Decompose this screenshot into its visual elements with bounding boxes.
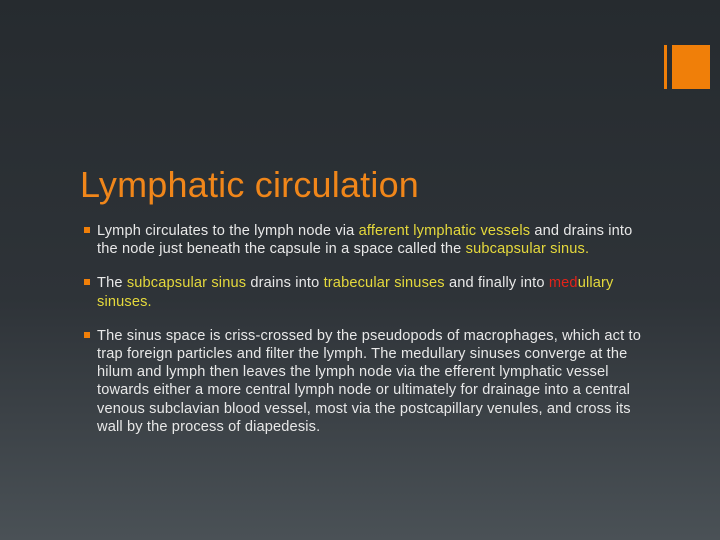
highlight-term: ullary sinuses. [97, 275, 614, 310]
text-segment: The sinus space is criss-crossed by the pseudopods of macrophages, which act to trap foreign particles and filter the lymph. The medullary sinuses converge at the hilum and lymph then leaves the lymph node via the efferent lymphatic vessel towards either a more central lymph node or ultimately for drainage into a central venous subclavian blood vessel, most via the postcapillary venules, and cross its wall by the process of diapedesis. [97, 327, 641, 435]
highlight-term: subcapsular sinus. [465, 241, 590, 258]
text-segment: drains into [246, 275, 324, 292]
text-segment: Lymph circulates to the lymph node via [97, 223, 359, 239]
bullet-text [97, 222, 644, 258]
bullet-square-icon [84, 279, 90, 285]
bullet-square-icon [84, 332, 90, 338]
bullet-item-subcapsular [84, 274, 644, 310]
highlight-term: subcapsular sinus [126, 275, 247, 292]
highlight-term: trabecular sinuses [323, 275, 445, 292]
bullet-list [84, 222, 644, 452]
text-segment: The [97, 275, 127, 292]
accent-bar-thin [664, 45, 667, 89]
highlight-term: afferent lymphatic vessels [358, 223, 531, 239]
accent-bar-thick [672, 45, 710, 89]
bullet-text [97, 274, 644, 310]
bullet-item-afferent [84, 222, 644, 258]
text-segment: and finally into [444, 275, 549, 292]
bullet-square-icon [84, 227, 90, 233]
bullet-item-sinus-space [84, 327, 644, 436]
bullet-text [97, 327, 644, 436]
text-segment: and drains into the node just beneath the capsule in a space called the [97, 223, 633, 258]
slide-title: Lymphatic circulation [80, 164, 420, 205]
highlight-term-red: med [548, 275, 578, 292]
